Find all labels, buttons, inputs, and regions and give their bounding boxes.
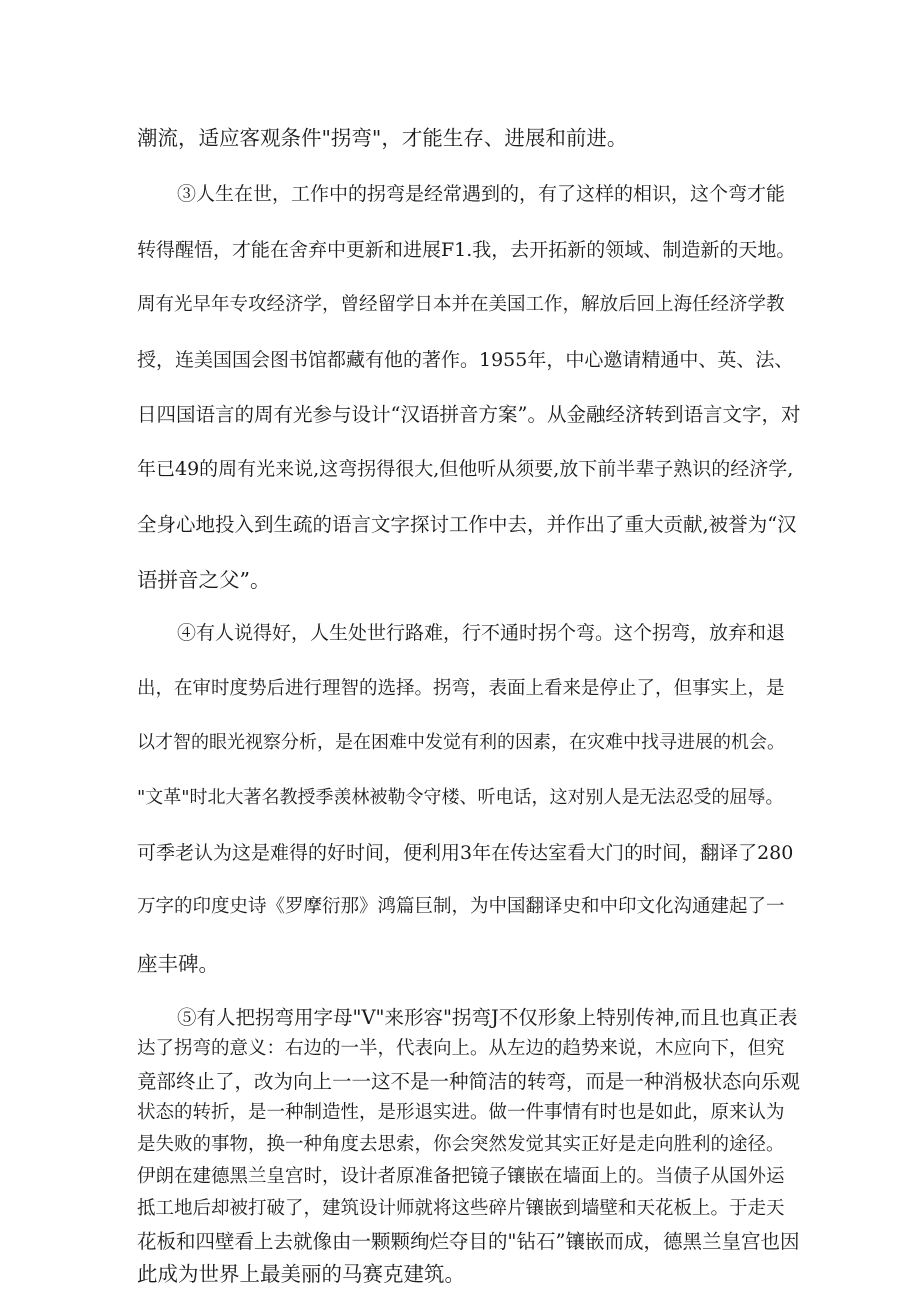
text-line: ⑤有人把拐弯用字母"V"来形容"拐弯J不仅形象上特别传神,而且也真正表 xyxy=(177,1006,798,1029)
text-line: 此成为世界上最美丽的马赛克建筑。 xyxy=(137,1262,465,1286)
text-line: 全身心地投入到生疏的语言文字探讨工作中去，并作出了重大贡献,被誉为“汉 xyxy=(137,513,797,536)
text-line: 是失败的事物，换一种角度去思索，你会突然发觉其实正好是走向胜利的途径。 xyxy=(137,1134,785,1155)
text-line: 周有光早年专攻经济学，曾经留学日本并在美国工作，解放后回上海任经济学教 xyxy=(137,294,785,315)
text-line: "文革"时北大著名教授季羡林被勒令守楼、听电话，这对别人是无法忍受的屈辱。 xyxy=(137,787,784,808)
text-line: 达了拐弯的意义：右边的一半，代表向上。从左边的趋势来说，木应向下，但究 xyxy=(137,1038,785,1059)
text-line: 授，连美国国会图书馆都藏有他的著作。1955年，中心邀请精通中、英、法、 xyxy=(137,349,794,371)
text-line: 日四国语言的周有光参与设计“汉语拼音方案”。从金融经济转到语言文字，对 xyxy=(137,403,801,426)
text-line: 伊朗在建德黑兰皇宫时，设计者原准备把镜子镶嵌在墙面上的。当债子从国外运 xyxy=(137,1166,785,1187)
text-line: ④有人说得好，人生处世行路难，行不通时拐个弯。这个拐弯，放弃和退 xyxy=(177,622,786,644)
text-line: 语拼音之父”。 xyxy=(137,568,271,592)
text-line: 竟部终止了，改为向上一一这不是一种简洁的转弯，而是一种消极状态向乐观 xyxy=(137,1070,801,1093)
text-line: ③人生在世，工作中的拐弯是经常遇到的，有了这样的相识，这个弯才能 xyxy=(177,183,786,205)
text-line: 转得醒悟，才能在舍弃中更新和进展F1.我，去开拓新的领域、制造新的天地。 xyxy=(137,239,796,261)
text-line: 出，在审时度势后进行理智的选择。拐弯，表面上看来是停止了，但事实上，是 xyxy=(137,678,785,699)
text-line: 年已49的周有光来说,这弯拐得很大,但他听从须要,放下前半辈子熟识的经济学, xyxy=(137,458,794,480)
text-line: 可季老认为这是难得的好时间，便利用3年在传达室看大门的时间，翻译了280 xyxy=(137,842,794,864)
text-line: 潮流，适应客观条件"拐弯"，才能生存、进展和前进。 xyxy=(137,126,628,150)
text-line: 座丰碑。 xyxy=(137,952,219,976)
text-line: 万字的印度史诗《罗摩衍那》鸿篇巨制，为中国翻译史和中印文化沟通建起了一 xyxy=(137,896,785,917)
text-line: 状态的转折，是一种制造性，是形退实进。做一件事情有时也是如此，原来认为 xyxy=(137,1102,785,1123)
text-line: 以才智的眼光视察分析，是在困难中发觉有利的因素，在灾难中找寻进展的机会。 xyxy=(137,732,785,753)
text-line: 花板和四壁看上去就像由一颗颗绚烂夺目的"钻石”镶嵌而成，德黑兰皇宫也因 xyxy=(137,1230,800,1253)
text-line: 抵工地后却被打破了，建筑设计师就将这些碎片镶嵌到墙壁和天花板上。于走天 xyxy=(137,1198,785,1219)
